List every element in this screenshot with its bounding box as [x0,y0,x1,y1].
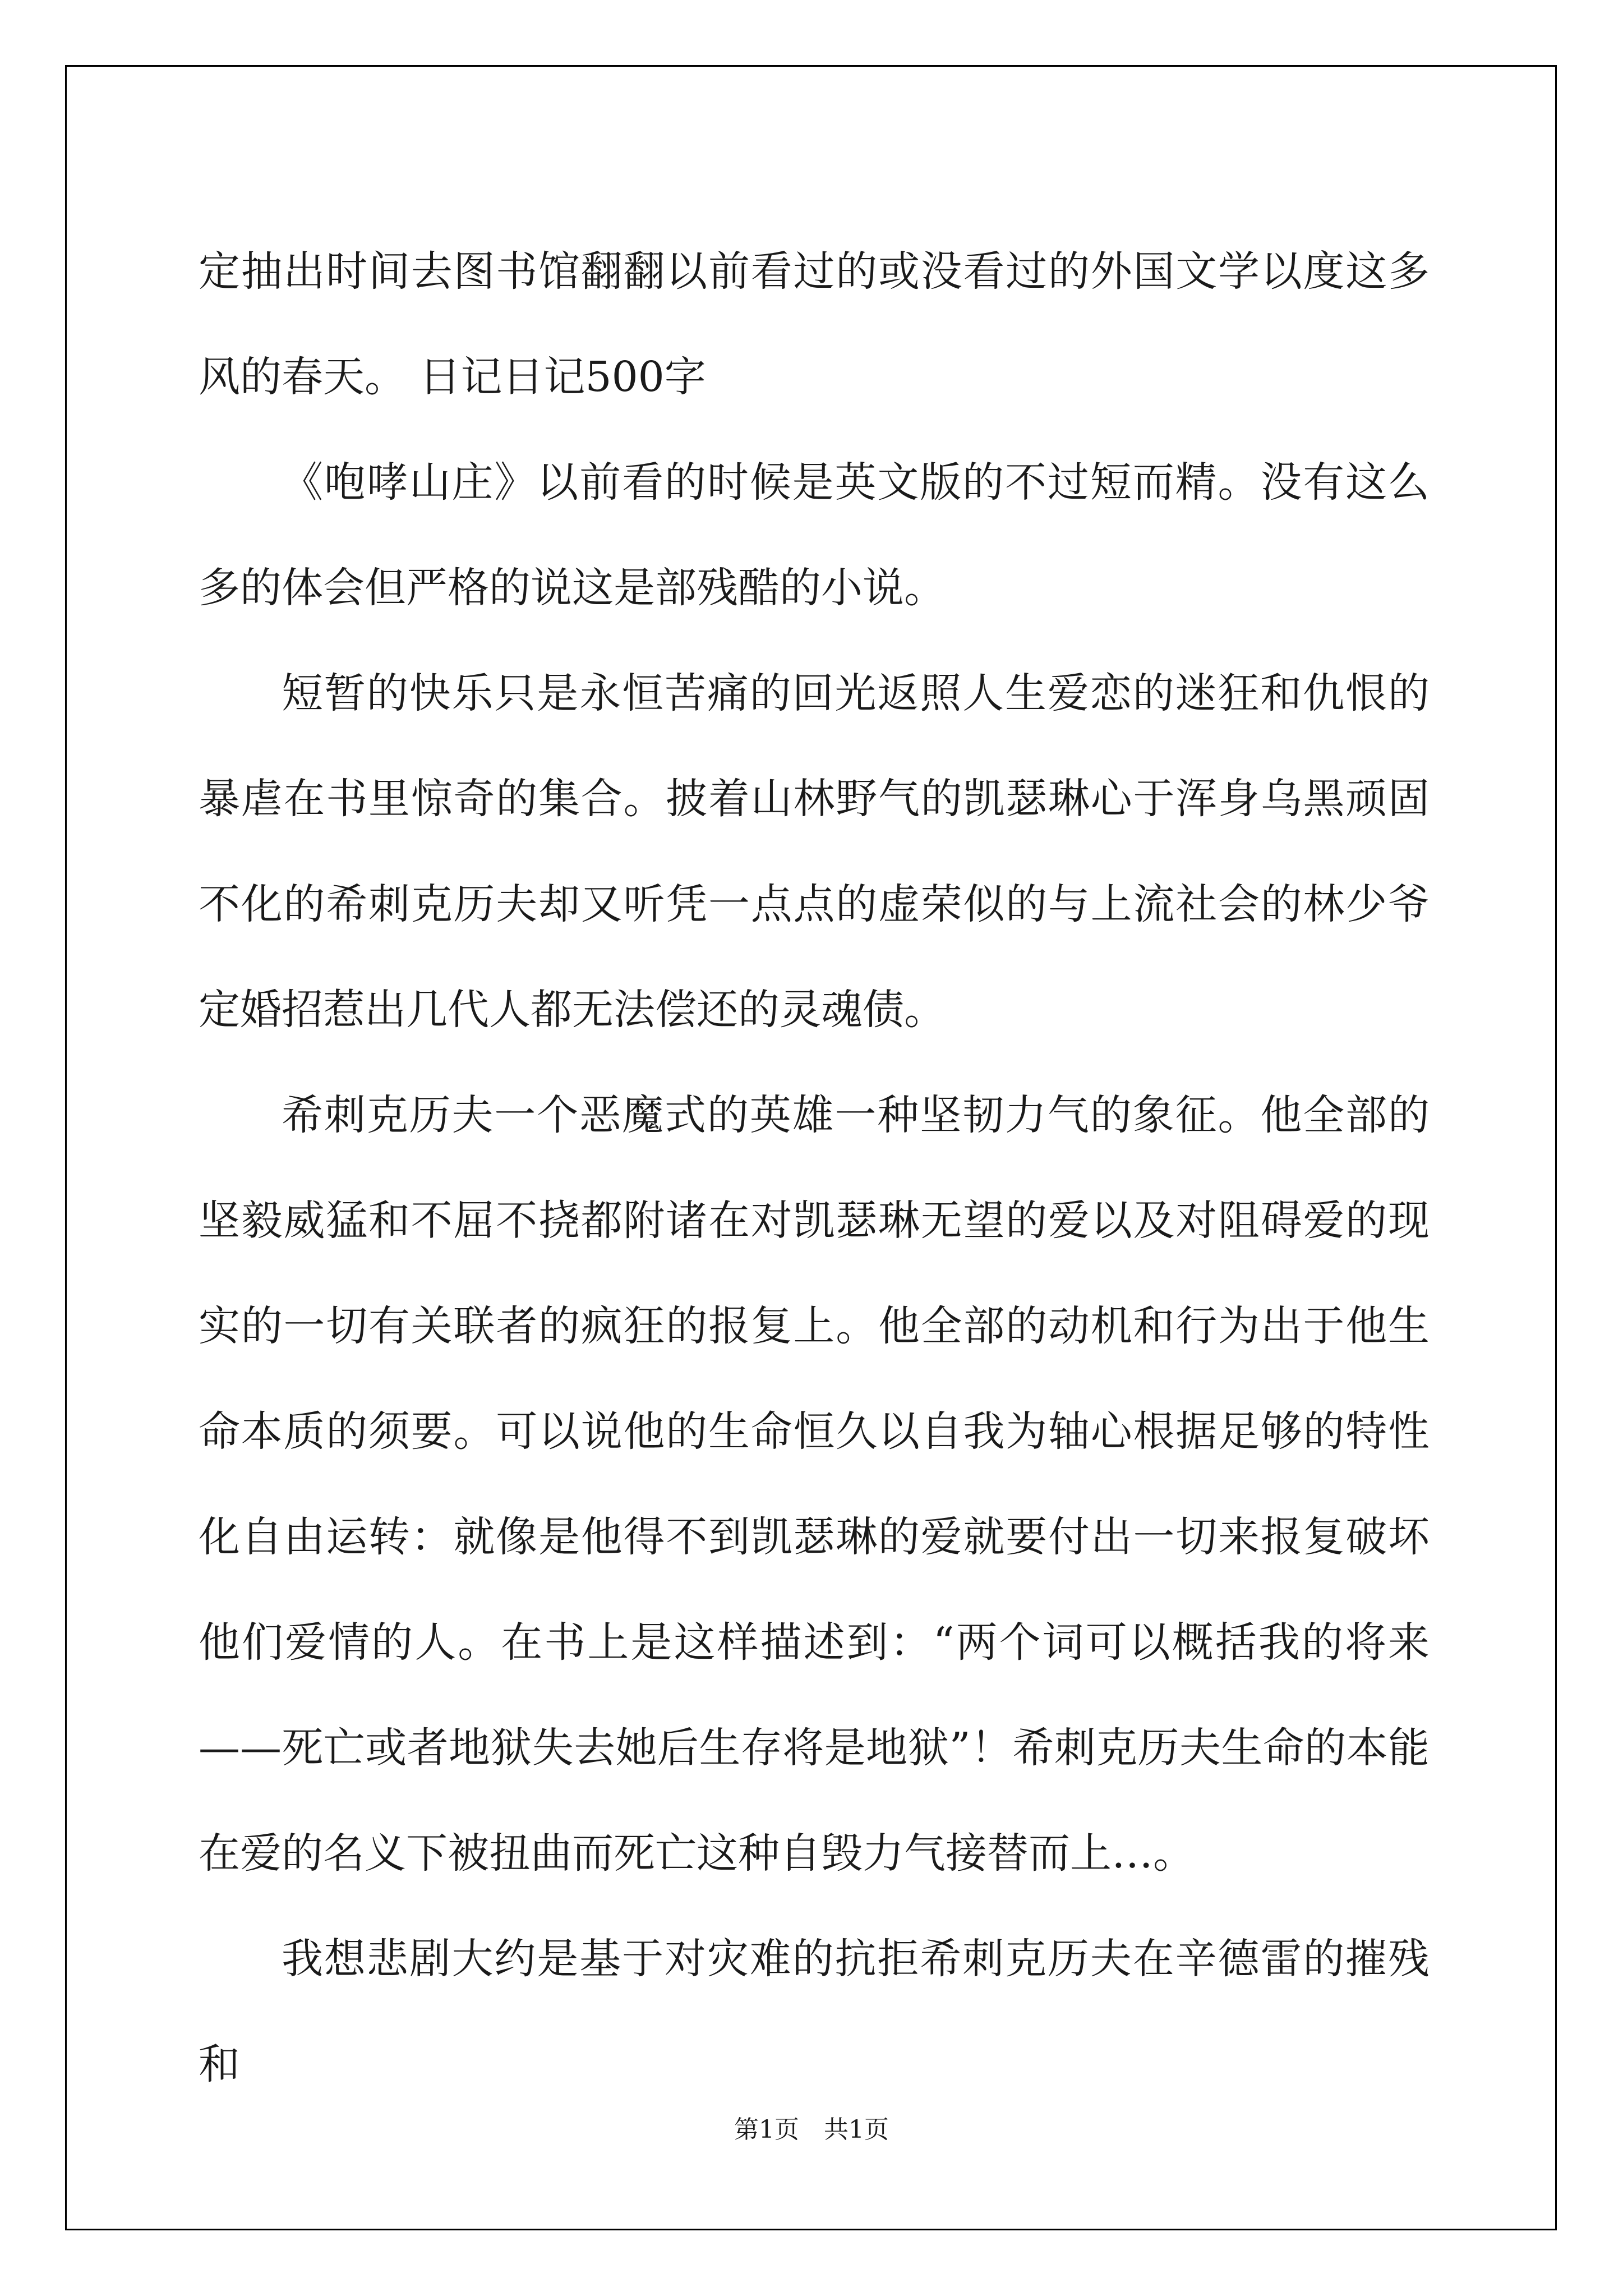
document-body [199,219,1430,2117]
page-number: 第1页 [734,2115,799,2144]
page-total: 共1页 [824,2115,889,2144]
paragraph-3: 短暂的快乐只是永恒苦痛的回光返照人生爱恋的迷狂和仇恨的暴虐在书里惊奇的集合。披着山林野气的凯瑟琳心于浑身乌黑顽固不化的希刺克历夫却又听凭一点点的虚荣似的与上流社会的林少爷定婚招惹出几代人都无法偿还的灵魂债。 [199,669,1430,1034]
paragraph-2: 《咆哮山庄》以前看的时候是英文版的不过短而精。没有这么多的体会但严格的说这是部残酷的小说。 [199,458,1430,612]
paragraph-5: 我想悲剧大约是基于对灾难的抗拒希刺克历夫在辛德雷的摧残和 [199,1935,1430,2088]
page-footer [0,2109,1623,2145]
paragraph-4: 希刺克历夫一个恶魔式的英雄一种坚韧力气的象征。他全部的坚毅威猛和不屈不挠都附诸在对凯瑟琳无望的爱以及对阻碍爱的现实的一切有关联者的疯狂的报复上。他全部的动机和行为出于他生命本质的须要。可以说他的生命恒久以自我为轴心根据足够的特性化自由运转：就像是他得不到凯瑟琳的爱就要付出一切来报复破坏他们爱情的人。在书上是这样描述到：“两个词可以概括我的将来——死亡或者地狱失去她后生存将是地狱”！希刺克历夫生命的本能在爱的名义下被扭曲而死亡这种自毁力气接替而上…。 [199,1091,1430,1878]
paragraph-1: 定抽出时间去图书馆翻翻以前看过的或没看过的外国文学以度这多风的春天。 日记日记500字 [199,247,1430,401]
